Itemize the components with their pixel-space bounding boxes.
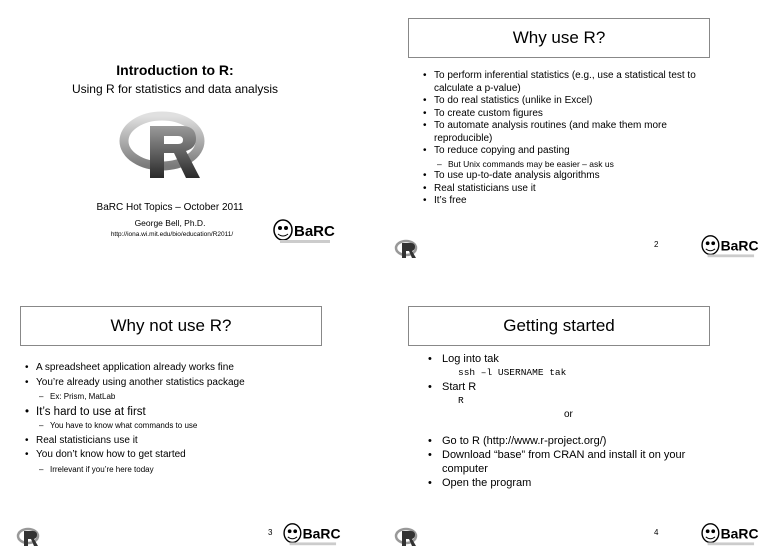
r-logo-small: [16, 526, 42, 548]
svg-text:BaRC: BaRC: [294, 223, 335, 240]
r-logo-large: [120, 108, 212, 184]
slide-1-author: George Bell, Ph.D.: [134, 218, 206, 228]
barc-logo: [698, 234, 760, 260]
slide-2-title: Why use R?: [408, 18, 710, 58]
slide-2-footer: [400, 232, 759, 262]
barc-logo: [698, 522, 760, 548]
slide-2: [400, 0, 759, 262]
svg-text:BaRC: BaRC: [720, 525, 759, 542]
slide-4-item-3: Go to R (http://www.r-project.org/): [442, 435, 607, 447]
slide-2-bullet-8: • Real statisticians use it: [422, 183, 722, 196]
slide-2-bullet-3: • To create custom figures: [422, 108, 722, 121]
slide-1: [0, 0, 350, 262]
slide-1-event: BaRC Hot Topics – October 2011: [96, 202, 244, 213]
slide-4-cmd-2: R: [458, 395, 464, 406]
slide-3-bullet-6: • Real statisticians use it: [24, 434, 314, 449]
slide-4-item-5: Open the program: [442, 477, 532, 489]
slide-3-title: Why not use R?: [20, 306, 322, 346]
slide-4-title: Getting started: [408, 306, 710, 346]
slide-3-bullet-5: – You have to know what commands to use: [24, 419, 314, 434]
r-logo-small: [394, 526, 420, 548]
slide-3-bullet-2: • You’re already using another statistics package: [24, 376, 314, 391]
page-number: 3: [268, 528, 273, 537]
slide-3-bullet-3: – Ex: Prism, MatLab: [24, 390, 314, 405]
slide-3-footer: [12, 520, 362, 550]
slide-1-subtitle: Using R for statistics and data analysis: [71, 82, 279, 96]
slide-4-item-2: Start R: [442, 381, 477, 393]
slide-3-bullet-8: – Irrelevant if you’re here today: [24, 463, 314, 478]
barc-logo: [272, 218, 334, 246]
slide-1-url: http://iona.wi.mit.edu/bio/education/R2011/: [110, 231, 234, 238]
slide-2-bullet-6: – But Unix commands may be easier – ask us: [422, 158, 722, 171]
slide-4-or: or: [564, 409, 573, 420]
slide-3-bullet-7: • You don’t know how to get started: [24, 448, 314, 463]
barc-logo: [280, 522, 342, 548]
svg-text:BaRC: BaRC: [720, 237, 759, 254]
slide-3: [12, 288, 362, 550]
slide-3-bullet-list: [24, 361, 314, 477]
slide-4: [400, 288, 759, 550]
slide-4-footer: [400, 520, 759, 550]
slide-2-bullet-4: • To automate analysis routines (and make them more reproducible): [422, 120, 722, 145]
slide-2-bullet-5: • To reduce copying and pasting: [422, 145, 722, 158]
slide-4-cmd-1: ssh –l USERNAME tak: [458, 367, 567, 378]
slide-2-bullet-1: • To perform inferential statistics (e.g., use a statistical test to calculate a p-value): [422, 70, 722, 95]
page-number: 4: [654, 528, 659, 537]
slide-3-bullet-4: • It’s hard to use at first: [24, 405, 314, 420]
slide-4-body: • Log into tak ssh –l USERNAME tak • Start R R or • Go to R (http://www.r-project.org/) • Download “base” from CRAN and install it on your computer • Open the program: [428, 352, 728, 490]
slide-2-bullet-list: [422, 70, 722, 208]
slide-2-bullet-9: • It’s free: [422, 195, 722, 208]
slide-2-bullet-7: • To use up-to-date analysis algorithms: [422, 170, 722, 183]
svg-text:BaRC: BaRC: [302, 525, 341, 542]
slide-4-item-4: Download “base” from CRAN and install it on your computer: [442, 449, 686, 475]
r-logo-small: [394, 238, 420, 260]
slide-4-item-1: Log into tak: [442, 353, 499, 365]
page-number: 2: [654, 240, 659, 249]
slide-2-bullet-2: • To do real statistics (unlike in Excel): [422, 95, 722, 108]
slide-3-bullet-1: • A spreadsheet application already works fine: [24, 361, 314, 376]
slide-1-title: Introduction to R:: [116, 62, 234, 78]
